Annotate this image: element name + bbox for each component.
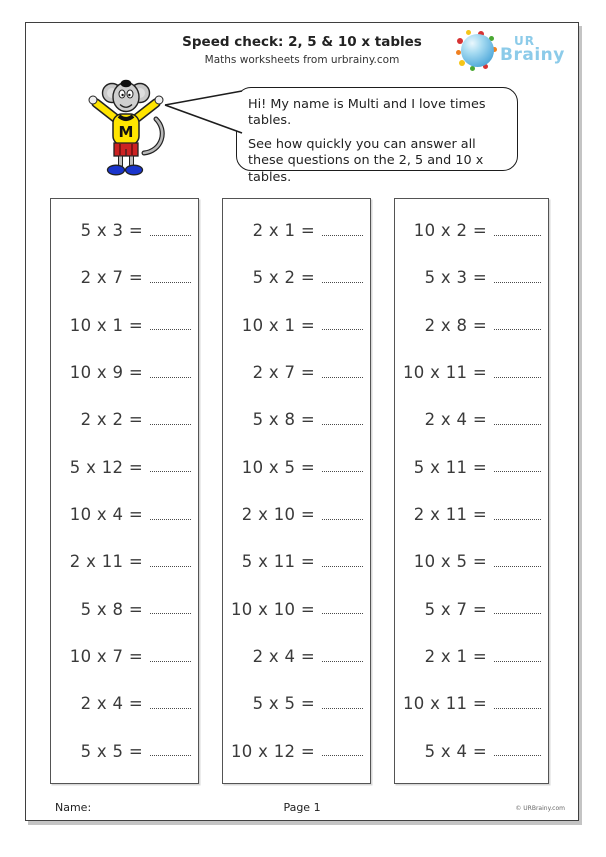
question-row [395, 410, 548, 429]
question-row [223, 600, 370, 619]
globe-icon [456, 30, 498, 72]
question-expression: 2 x 7 = [252, 363, 315, 383]
answer-line [494, 693, 541, 709]
logo-text [500, 35, 565, 64]
answer-line [322, 362, 363, 378]
answer-line [494, 740, 541, 756]
mouse-leg [130, 156, 134, 166]
speech-bubble-tail [162, 83, 244, 141]
question-row [223, 268, 370, 287]
question-expression: 5 x 11 = [413, 457, 487, 477]
question-row [223, 694, 370, 713]
question-box-1 [50, 198, 199, 784]
question-expression: 5 x 12 = [69, 457, 143, 477]
answer-line [494, 220, 541, 236]
question-row [51, 221, 198, 240]
answer-line [322, 409, 363, 425]
answer-line [494, 409, 541, 425]
question-row [51, 268, 198, 287]
question-row [395, 552, 548, 571]
urbrainy-logo [456, 29, 572, 73]
question-expression: 10 x 11 = [403, 694, 488, 714]
question-row [223, 221, 370, 240]
question-expression: 10 x 4 = [69, 505, 143, 525]
answer-line [494, 504, 541, 520]
speech-bubble-line1: Hi! My name is Multi and I love times tables. [248, 97, 486, 129]
question-row [51, 316, 198, 335]
answer-line [150, 740, 191, 756]
answer-line [322, 646, 363, 662]
question-row [51, 363, 198, 382]
question-expression: 2 x 11 = [69, 552, 143, 572]
speech-bubble [236, 87, 518, 185]
question-expression: 10 x 10 = [231, 599, 316, 619]
question-expression: 10 x 9 = [69, 363, 143, 383]
question-expression: 5 x 8 = [252, 410, 315, 430]
logo-line-brainy: Brainy [500, 44, 565, 65]
answer-line [322, 504, 363, 520]
answer-line [150, 314, 191, 330]
question-expression: 5 x 8 = [80, 599, 143, 619]
question-row [395, 600, 548, 619]
question-row [51, 647, 198, 666]
question-row [51, 742, 198, 761]
question-expression: 2 x 11 = [413, 505, 487, 525]
question-expression: 10 x 2 = [413, 221, 487, 241]
answer-line [322, 740, 363, 756]
question-row [223, 363, 370, 382]
question-expression: 5 x 5 = [80, 741, 143, 761]
question-expression: 5 x 3 = [424, 268, 487, 288]
question-expression: 2 x 1 = [252, 221, 315, 241]
answer-line [150, 504, 191, 520]
question-expression: 2 x 10 = [241, 505, 315, 525]
question-row [395, 316, 548, 335]
page-subtitle: Maths worksheets from urbrainy.com [204, 54, 400, 66]
question-expression: 2 x 7 = [80, 268, 143, 288]
question-expression: 10 x 1 = [69, 315, 143, 335]
answer-line [322, 693, 363, 709]
shirt-letter: M [118, 123, 134, 141]
answer-line [322, 598, 363, 614]
question-row [223, 552, 370, 571]
question-box-2 [222, 198, 371, 784]
answer-line [150, 598, 191, 614]
question-expression: 10 x 5 = [241, 457, 315, 477]
question-expression: 2 x 4 = [424, 410, 487, 430]
answer-line [494, 314, 541, 330]
question-row [223, 410, 370, 429]
logo-line-ur: UR [514, 33, 535, 48]
question-row [223, 316, 370, 335]
question-expression: 10 x 1 = [241, 315, 315, 335]
answer-line [150, 693, 191, 709]
question-expression: 5 x 11 = [241, 552, 315, 572]
mouse-hand-left [89, 96, 97, 104]
question-row [395, 268, 548, 287]
answer-line [150, 267, 191, 283]
copyright-text: © URBrainy.com [515, 805, 565, 812]
question-expression: 10 x 12 = [231, 741, 316, 761]
answer-line [494, 551, 541, 567]
question-expression: 2 x 8 = [424, 315, 487, 335]
question-row [395, 221, 548, 240]
answer-line [150, 409, 191, 425]
question-row [395, 363, 548, 382]
logo-globe [461, 34, 494, 67]
question-expression: 2 x 2 = [80, 410, 143, 430]
mouse-shoe [108, 165, 125, 175]
question-row [395, 694, 548, 713]
answer-line [322, 267, 363, 283]
answer-line [494, 598, 541, 614]
question-row [51, 410, 198, 429]
answer-line [494, 456, 541, 472]
question-expression: 2 x 1 = [424, 647, 487, 667]
question-row [51, 600, 198, 619]
question-expression: 5 x 2 = [252, 268, 315, 288]
question-row [395, 742, 548, 761]
question-box-3 [394, 198, 549, 784]
answer-line [494, 267, 541, 283]
answer-line [150, 456, 191, 472]
question-row [51, 505, 198, 524]
page-number: Page 1 [283, 801, 321, 814]
name-label: Name: [55, 801, 92, 814]
worksheet-page [25, 22, 579, 821]
question-expression: 5 x 3 = [80, 221, 143, 241]
question-row [51, 552, 198, 571]
question-expression: 2 x 4 = [252, 647, 315, 667]
question-expression: 2 x 4 = [80, 694, 143, 714]
question-row [223, 742, 370, 761]
page-footer [26, 799, 578, 817]
question-row [51, 458, 198, 477]
question-row [395, 458, 548, 477]
question-row [395, 505, 548, 524]
question-row [51, 694, 198, 713]
answer-line [150, 220, 191, 236]
question-expression: 5 x 7 = [424, 599, 487, 619]
question-expression: 10 x 7 = [69, 647, 143, 667]
question-row [223, 647, 370, 666]
question-row [395, 647, 548, 666]
question-expression: 10 x 11 = [403, 363, 488, 383]
answer-line [150, 551, 191, 567]
question-expression: 5 x 4 = [424, 741, 487, 761]
question-row [223, 505, 370, 524]
answer-line [150, 362, 191, 378]
answer-line [322, 551, 363, 567]
answer-line [322, 314, 363, 330]
answer-line [494, 362, 541, 378]
page-title: Speed check: 2, 5 & 10 x tables [182, 34, 422, 50]
question-row [223, 458, 370, 477]
speech-bubble-line2: See how quickly you can answer all these questions on the 2, 5 and 10 x tables. [248, 136, 484, 185]
mouse-leg [119, 156, 123, 166]
mouse-hair [121, 80, 132, 88]
answer-line [494, 646, 541, 662]
question-expression: 10 x 5 = [413, 552, 487, 572]
answer-line [322, 220, 363, 236]
answer-line [322, 456, 363, 472]
question-expression: 5 x 5 = [252, 694, 315, 714]
mouse-shoe [126, 165, 143, 175]
answer-line [150, 646, 191, 662]
